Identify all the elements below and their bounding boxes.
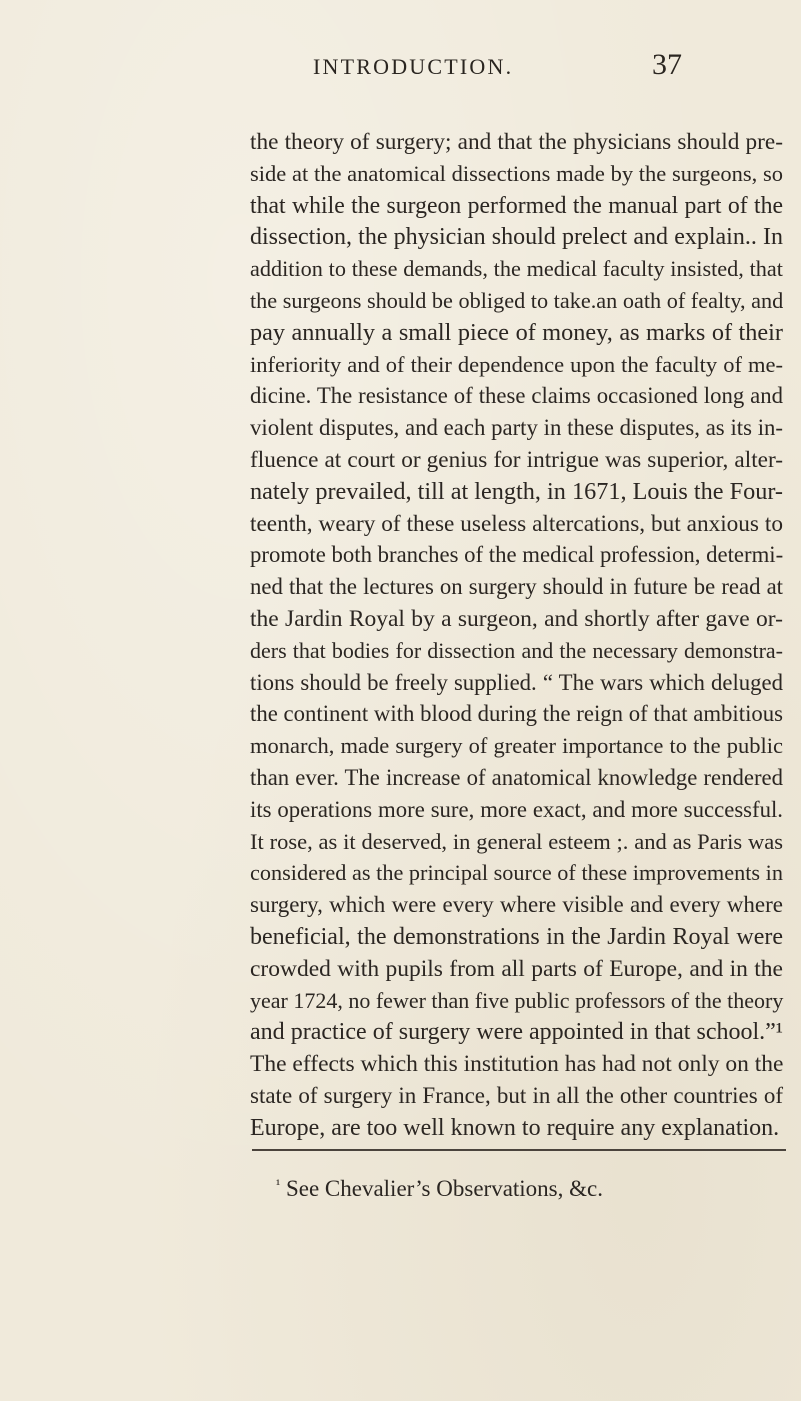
text-line: than ever. The increase of anatomical knowledge rendered	[250, 765, 783, 790]
text-line: pay annually a small piece of money, as marks of their	[250, 318, 783, 346]
text-line: the surgeons should be obliged to take.an oath of fealty, and	[250, 288, 784, 313]
footnote-text: See Chevalier’s Observations, &c.	[285, 1176, 603, 1201]
text-line: beneficial, the demonstrations in the Jardin Royal were	[250, 924, 783, 950]
text-line: dicine. The resistance of these claims occasioned long and	[250, 383, 783, 409]
text-line: addition to these demands, the medical faculty insisted, that	[250, 256, 783, 282]
text-line: ned that the lectures on surgery should in future be read at	[250, 574, 783, 600]
text-line: The effects which this institution has had not only on the	[250, 1051, 784, 1078]
text-line: the Jardin Royal by a surgeon, and shortly after gave or-	[250, 606, 783, 632]
text-line: that while the surgeon performed the manual part of the	[250, 192, 783, 219]
footnote-separator-rule	[252, 1149, 786, 1151]
text-line: the continent with blood during the reign of that ambitious	[250, 701, 783, 727]
text-line: violent disputes, and each party in these disputes, as its in-	[250, 415, 783, 441]
text-line: surgery, which were every where visible and every where	[250, 892, 783, 918]
footnote	[276, 1176, 603, 1202]
text-line: inferiority and of their dependence upon the faculty of me-	[250, 351, 783, 377]
text-line: dissection, the physician should prelect and explain.. In	[250, 224, 783, 251]
text-line: promote both branches of the medical profession, determi-	[250, 542, 784, 568]
text-line: Europe, are too well known to require any explanation.	[250, 1114, 780, 1141]
text-line: crowded with pupils from all parts of Europe, and in the	[250, 955, 783, 982]
text-line: nately prevailed, till at length, in 1671, Louis the Four-	[250, 477, 783, 505]
text-line: year 1724, no fewer than five public professors of the theory	[250, 987, 784, 1013]
text-line: fluence at court or genius for intrigue was superior, alter-	[250, 447, 783, 473]
text-line: and practice of surgery were appointed in that school.”¹	[250, 1019, 783, 1046]
text-line: It rose, as it deserved, in general esteem ;. and as Paris was	[250, 828, 783, 854]
text-line: considered as the principal source of these improvements in	[250, 860, 783, 886]
text-line: state of surgery in France, but in all the other countries of	[250, 1083, 783, 1108]
text-line: the theory of surgery; and that the physicians should pre-	[250, 129, 783, 155]
text-line: side at the anatomical dissections made by the surgeons, so	[250, 160, 783, 186]
text-line: its operations more sure, more exact, and more successful.	[250, 796, 783, 822]
page-number: 37	[652, 48, 682, 81]
text-line: teenth, weary of these useless altercations, but anxious to	[250, 510, 783, 537]
text-line: monarch, made surgery of greater importance to the public	[250, 733, 783, 759]
footnote-marker: ¹	[276, 1178, 281, 1193]
text-line: ders that bodies for dissection and the necessary demonstra-	[250, 637, 783, 663]
running-head	[0, 46, 801, 86]
text-line: tions should be freely supplied. “ The wars which deluged	[250, 669, 783, 695]
running-title: INTRODUCTION.	[313, 54, 514, 79]
